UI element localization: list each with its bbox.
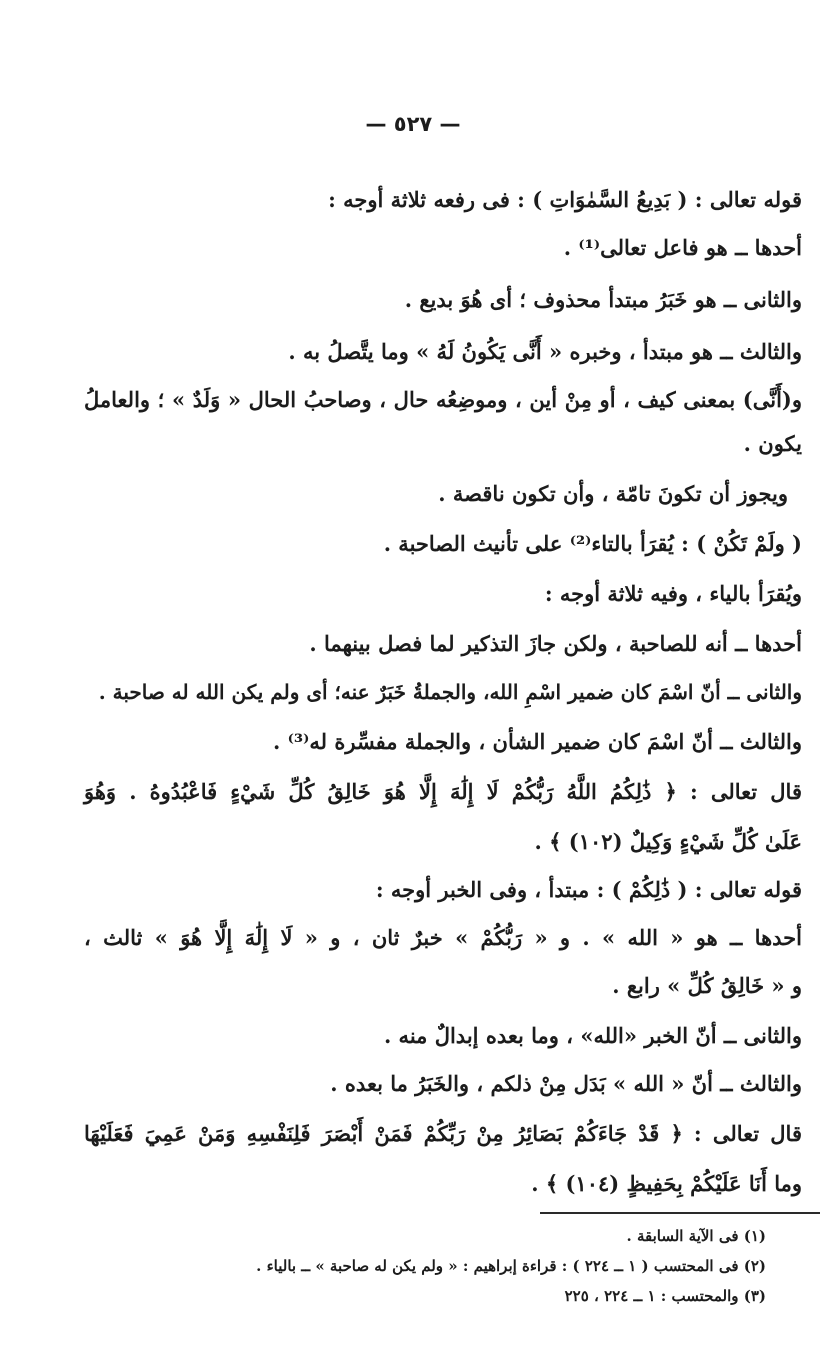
text-line: أحدها ــ أنه للصاحبة ، ولكن جازَ التذكير لما فصل بينهما . xyxy=(309,631,802,656)
text-line: و(أَنَّى) بمعنى كيف ، أو مِنْ أين ، وموضِعُه حال ، وصاحبُ الحال « وَلَدٌ » ؛ والعاملُ xyxy=(84,387,802,412)
quran-verse-line: وما أَنَا عَلَيْكُمْ بِحَفِيظٍ (١٠٤) ﴾ . xyxy=(531,1171,802,1196)
text-line: والثانى ــ هو خَبَرُ مبتدأ محذوف ؛ أى هُوَ بديع . xyxy=(404,287,802,312)
text-line: قوله تعالى : ( بَدِيعُ السَّمٰوَاتِ ) : فى رفعه ثلاثة أوجه : xyxy=(328,187,802,212)
footnote: (٢) فى المحتسب ( ١ ــ ٢٢٤ ) : قراءة إبراهيم : « ولم يكن له صاحبة » ــ بالياء . xyxy=(256,1257,766,1275)
text-line: ويُقرَأ بالياء ، وفيه ثلاثة أوجه : xyxy=(544,581,802,606)
text-line: يكون . xyxy=(743,431,802,456)
footnote-divider xyxy=(540,1212,820,1214)
footnote: (١) فى الآية السابقة . xyxy=(626,1227,766,1245)
text-line: والثالث ــ هو مبتدأ ، وخبره « أَنَّى يَكُونُ لَهُ » وما يتَّصلُ به . xyxy=(288,339,802,364)
text-line: أحدها ــ هو فاعل تعالى⁽¹⁾ . xyxy=(563,235,802,260)
quran-verse-line: قال تعالى : ﴿ ذَٰلِكُمُ اللَّهُ رَبُّكُمْ لَا إِلَٰهَ إِلَّا هُوَ خَالِقُ كُلِّ شَيْءٍ فَاعْبُدُوهُ . وَهُوَ xyxy=(84,779,802,804)
text-line: والثالث ــ أنّ « الله » بَدَل مِنْ ذلكم ، والخَبَرُ ما بعده . xyxy=(330,1071,802,1096)
quran-verse-line: قال تعالى : ﴿ قَدْ جَاءَكُمْ بَصَائِرُ مِنْ رَبِّكُمْ فَمَنْ أَبْصَرَ فَلِنَفْسِهِ وَمَنْ عَمِيَ فَعَلَيْهَا xyxy=(84,1121,802,1146)
text-line: والثانى ــ أنّ اسْمَ كان ضمير اسْمِ الله، والجملةُ خَبَرٌ عنه؛ أى ولم يكن الله له صاحبة . xyxy=(98,680,802,704)
quran-verse-line: عَلَىٰ كُلِّ شَيْءٍ وَكِيلٌ (١٠٢) ﴾ . xyxy=(534,829,802,854)
text-line: قوله تعالى : ( ذَٰلِكُمْ ) : مبتدأ ، وفى الخبر أوجه : xyxy=(375,877,802,902)
text-line: والثالث ــ أنّ اسْمَ كان ضمير الشأن ، والجملة مفسِّرة له⁽³⁾ . xyxy=(273,729,802,754)
text-line: و « خَالِقُ كُلِّ » رابع . xyxy=(612,973,802,998)
text-line: أحدها ــ هو « الله » . و « رَبُّكُمْ » خبرٌ ثان ، و « لَا إِلَٰهَ إِلَّا هُوَ » ثالث ، xyxy=(84,925,802,950)
page-number: — ٥٢٧ — xyxy=(365,112,461,136)
text-line: ويجوز أن تكونَ تامّة ، وأن تكون ناقصة . xyxy=(438,481,788,506)
text-line: والثانى ــ أنّ الخبر «الله» ، وما بعده إبدالٌ منه . xyxy=(383,1023,802,1048)
text-line: ( ولَمْ تَكُنْ ) : يُقرَأ بالتاء⁽²⁾ على تأنيث الصاحبة . xyxy=(383,531,802,556)
footnote: (٣) والمحتسب : ١ ــ ٢٢٤ ، ٢٢٥ xyxy=(564,1287,766,1305)
